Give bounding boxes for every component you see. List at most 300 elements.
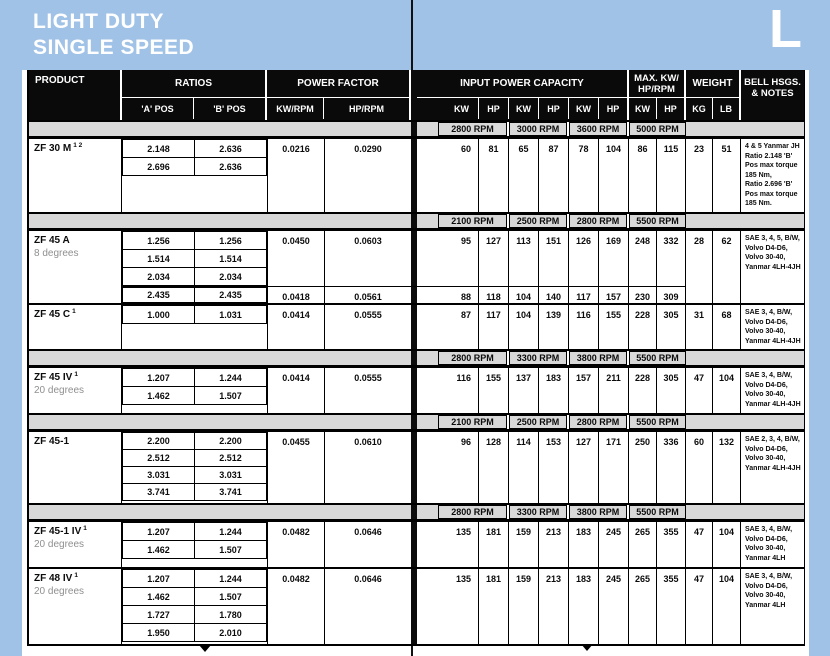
down-triangle-icon — [199, 645, 211, 652]
column-header-kw: KW — [509, 98, 539, 119]
ratio-column — [122, 569, 267, 644]
note-line: SAE 3, 4, 5, B/W, — [745, 235, 800, 242]
footnote-ref: 1 — [74, 572, 78, 579]
note-line: Yanmar 4LH-4JH — [745, 337, 801, 345]
notes-cell — [741, 522, 804, 567]
note-line: Yanmar 4LH-4JH — [745, 400, 801, 408]
ratio-row — [122, 623, 267, 642]
ratio-a-pos: 2.696 — [123, 158, 195, 175]
ratio-b-pos: 1.780 — [219, 609, 242, 620]
column-header-kw: KW — [569, 98, 599, 119]
product-cell — [29, 368, 122, 413]
column-header-hp: HP — [539, 98, 569, 119]
ratio-row — [122, 267, 267, 286]
ratio-a-pos: 1.950 — [123, 624, 195, 641]
rpm-band-label: 2800 RPM — [569, 214, 627, 228]
product-name: ZF 45 IV $^1$ — [34, 371, 78, 383]
note-line: Volvo 30-40, — [745, 328, 786, 335]
column-header-hp: HP — [664, 103, 677, 114]
spec-table — [27, 70, 805, 646]
max-hp-value: 305 — [657, 305, 686, 349]
power-value: 116 — [417, 368, 479, 413]
ratio-b-pos: 1.507 — [219, 591, 242, 602]
down-triangle-icon — [581, 644, 593, 651]
note-line: Volvo D4-D6, — [745, 582, 788, 590]
weight-kg: 47 — [686, 368, 713, 413]
ratio-row — [122, 231, 267, 250]
weight-lb: 104 — [713, 569, 741, 644]
footnote-ref: 1 — [83, 525, 87, 532]
footnote-ref: 1 — [74, 371, 78, 378]
band-left-spacer — [29, 214, 411, 228]
ratio-a-pos: 1.462 — [123, 541, 195, 558]
rpm-band-row — [29, 503, 804, 520]
rpm-band-label: 5000 RPM — [629, 122, 686, 136]
power-value: 126 — [569, 231, 599, 286]
note-line: Volvo D4-D6, — [745, 381, 788, 389]
band-gap — [417, 351, 438, 365]
note-line: SAE 3, 4, B/W, — [745, 372, 793, 379]
product-section — [29, 520, 804, 567]
power-factor-kw: 0.0455 — [267, 432, 324, 503]
power-value: 87 — [539, 139, 569, 212]
ratio-row — [122, 483, 267, 501]
rpm-band-row — [29, 413, 804, 430]
band-gap — [417, 214, 438, 228]
note-line: Ratio 2.696 'B' — [745, 181, 793, 188]
ratio-row — [122, 139, 267, 158]
product-subtitle: 20 degrees — [34, 539, 85, 550]
ratio-a-pos: 2.200 — [123, 433, 195, 449]
note-line: Volvo 30-40, — [745, 592, 786, 599]
max-kw-value: 86 — [629, 139, 657, 212]
weight-kg: 47 — [686, 569, 713, 644]
column-header-ratios: RATIOS — [122, 70, 265, 98]
power-value: 118 — [479, 287, 509, 303]
power-value: 117 — [569, 287, 599, 303]
ratio-b-pos: 2.512 — [219, 453, 242, 463]
product-section — [29, 229, 804, 303]
bands-stack — [122, 305, 686, 349]
ratio-a-pos: 1.207 — [123, 523, 195, 540]
power-factor-hp: 0.0290 — [324, 139, 411, 212]
rpm-band-label: 2800 RPM — [438, 122, 507, 136]
power-value: 95 — [417, 231, 479, 286]
column-header-power-factor: POWER FACTOR — [267, 70, 409, 98]
power-factor-hp: 0.0646 — [324, 522, 411, 567]
column-header-bell-line2: & NOTES — [751, 88, 794, 99]
rpm-band-label: 2500 RPM — [509, 214, 567, 228]
rpm-band-label: 3000 RPM — [509, 122, 567, 136]
ratio-column — [122, 522, 267, 567]
note-line: Volvo D4-D6, — [745, 535, 788, 543]
column-header-input-power: INPUT POWER CAPACITY — [417, 70, 627, 98]
note-line: Pos max torque — [745, 162, 798, 169]
note-line: Volvo D4-D6, — [745, 445, 788, 453]
note-line: 185 Nm, — [745, 171, 772, 179]
rpm-band-label: 5500 RPM — [629, 351, 686, 365]
note-line: SAE 3, 4, B/W, — [745, 526, 793, 533]
notes-cell — [741, 231, 804, 303]
weight-lb: 132 — [713, 432, 741, 503]
power-value: 140 — [539, 287, 569, 303]
power-value: 135 — [417, 522, 479, 567]
ratio-b-pos: 1.256 — [219, 235, 242, 246]
power-value: 81 — [479, 139, 509, 212]
power-value: 137 — [509, 368, 539, 413]
ratio-a-pos: 2.435 — [123, 288, 195, 302]
column-header-kg: KG — [686, 98, 713, 119]
band-right-spacer — [686, 351, 804, 365]
column-header-kw-rpm: KW/RPM — [267, 98, 324, 119]
rpm-band-label: 5500 RPM — [629, 214, 686, 228]
band-right-spacer — [686, 122, 804, 136]
ratio-a-pos: 1.462 — [123, 387, 195, 404]
table-body — [29, 120, 804, 644]
ratio-a-pos: 3.741 — [123, 484, 195, 500]
max-hp-value: 355 — [657, 569, 686, 644]
power-value: 213 — [539, 569, 569, 644]
rpm-band-row — [29, 120, 804, 137]
footnote-ref: 1 — [72, 308, 76, 315]
power-value: 155 — [599, 305, 629, 349]
power-factor-hp: 0.0555 — [324, 305, 411, 349]
ratio-b-pos: 1.507 — [219, 544, 242, 555]
max-hp-value: 355 — [657, 522, 686, 567]
product-section — [29, 430, 804, 503]
column-header-max-line1: MAX. KW/ — [634, 73, 679, 84]
ratio-b-pos: 3.741 — [219, 487, 242, 497]
ratio-b-pos: 1.507 — [219, 390, 242, 401]
data-band-row — [122, 368, 686, 413]
product-cell — [29, 522, 122, 567]
ratio-b-pos: 1.514 — [219, 253, 242, 264]
ratio-row — [122, 157, 267, 176]
rpm-band-row — [29, 349, 804, 366]
ratio-row — [122, 386, 267, 405]
data-band-row — [122, 139, 686, 212]
power-value: 104 — [509, 287, 539, 303]
ratio-row — [122, 587, 267, 606]
weight-lb: 62 — [713, 231, 741, 303]
power-value: 183 — [569, 569, 599, 644]
note-line: Yanmar 4LH-4JH — [745, 263, 801, 271]
ratio-row — [122, 449, 267, 467]
max-hp-value: 336 — [657, 432, 686, 503]
bands-stack — [122, 139, 686, 212]
band-left-spacer — [29, 415, 411, 429]
ratio-row — [122, 522, 267, 541]
power-value: 181 — [479, 522, 509, 567]
weight-kg: 31 — [686, 305, 713, 349]
ratio-b-pos: 2.636 — [219, 161, 242, 172]
power-value: 183 — [569, 522, 599, 567]
product-section — [29, 366, 804, 413]
rpm-band-label: 5500 RPM — [629, 415, 686, 429]
page-title-line2: SINGLE SPEED — [33, 36, 195, 59]
ratio-column — [122, 305, 267, 349]
column-header-max — [629, 70, 684, 98]
column-header-kw: KW — [629, 98, 657, 119]
ratio-b-pos: 3.031 — [219, 470, 242, 480]
column-group-power-factor — [267, 70, 411, 120]
product-subtitle: 8 degrees — [34, 248, 79, 259]
power-value: 88 — [417, 287, 479, 303]
note-line: Yanmar 4LH-4JH — [745, 464, 801, 472]
footnote-ref: 1 2 — [73, 142, 83, 149]
power-value: 183 — [539, 368, 569, 413]
product-cell — [29, 231, 122, 303]
note-line: Volvo 30-40, — [745, 254, 786, 261]
product-name: ZF 45 C $^1$ — [34, 308, 76, 320]
power-value: 135 — [417, 569, 479, 644]
ratio-column — [122, 432, 267, 503]
note-line: Yanmar 4LH — [745, 554, 786, 562]
page-title — [33, 9, 194, 61]
power-factor-kw: 0.0418 — [267, 287, 324, 303]
weight-lb: 104 — [713, 368, 741, 413]
power-value: 127 — [569, 432, 599, 503]
max-hp-value: 332 — [657, 231, 686, 286]
band-right-spacer — [686, 214, 804, 228]
data-band-row — [122, 432, 686, 503]
ratio-b-pos: 2.435 — [219, 290, 242, 300]
ratio-column — [122, 368, 267, 413]
ratio-a-pos: 1.462 — [123, 588, 195, 605]
band-left-spacer — [29, 122, 411, 136]
ratio-b-pos: 2.200 — [219, 436, 242, 446]
weight-kg: 60 — [686, 432, 713, 503]
data-band-row — [122, 305, 686, 349]
note-line: 4 & 5 Yanmar JH — [745, 143, 800, 150]
power-value: 157 — [599, 287, 629, 303]
ratio-a-pos: 1.207 — [123, 570, 195, 587]
column-group-max — [629, 70, 686, 120]
rpm-band-label: 2800 RPM — [569, 415, 627, 429]
rpm-band-label: 3300 RPM — [509, 351, 567, 365]
product-name: ZF 30 M $^{1 2}$ — [34, 142, 83, 154]
power-value: 181 — [479, 569, 509, 644]
band-gap — [417, 415, 438, 429]
product-section — [29, 303, 804, 349]
power-value: 127 — [479, 231, 509, 286]
max-hp-value: 305 — [657, 368, 686, 413]
note-line: Yanmar 4LH — [745, 601, 786, 609]
band-gap — [417, 505, 438, 519]
product-section — [29, 567, 804, 644]
power-value: 151 — [539, 231, 569, 286]
product-name: ZF 45 A — [34, 235, 70, 246]
power-factor-hp: 0.0561 — [324, 287, 411, 303]
column-header-kw: KW — [417, 98, 479, 119]
ratio-b-pos: 1.244 — [219, 372, 242, 383]
max-kw-value: 228 — [629, 305, 657, 349]
ratio-a-pos: 1.514 — [123, 250, 195, 267]
band-right-spacer — [686, 505, 804, 519]
ratio-b-pos: 1.244 — [219, 573, 242, 584]
power-factor-kw: 0.0414 — [267, 305, 324, 349]
power-value: 104 — [599, 139, 629, 212]
power-value: 60 — [417, 139, 479, 212]
column-header-lb: LB — [720, 103, 732, 114]
product-cell — [29, 305, 122, 349]
power-factor-kw: 0.0482 — [267, 522, 324, 567]
rpm-band-label: 3600 RPM — [569, 122, 627, 136]
notes-cell — [741, 368, 804, 413]
ratio-row — [122, 305, 267, 324]
column-header-hp: HP — [479, 98, 509, 119]
ratio-row — [122, 605, 267, 624]
data-band-row — [122, 231, 686, 286]
max-kw-value: 265 — [629, 522, 657, 567]
column-header-weight: WEIGHT — [686, 70, 739, 98]
ratio-a-pos: 2.512 — [123, 450, 195, 466]
ratio-a-pos: 1.207 — [123, 369, 195, 386]
power-value: 116 — [569, 305, 599, 349]
weight-kg: 28 — [686, 231, 713, 303]
ratio-column — [122, 231, 267, 286]
weight-lb: 68 — [713, 305, 741, 349]
ratio-row — [122, 368, 267, 387]
note-line: Ratio 2.148 'B' — [745, 152, 793, 160]
notes-cell — [741, 569, 804, 644]
band-left-spacer — [29, 505, 411, 519]
column-header-bell-housings — [741, 70, 804, 120]
ratio-row — [122, 249, 267, 268]
ratio-b-pos: 1.244 — [219, 526, 242, 537]
power-value: 78 — [569, 139, 599, 212]
power-value: 157 — [569, 368, 599, 413]
rpm-band-label: 3800 RPM — [569, 505, 627, 519]
power-factor-hp: 0.0603 — [324, 231, 411, 286]
bands-stack — [122, 522, 686, 567]
note-line: Volvo 30-40, — [745, 455, 786, 462]
column-header-max-line2: HP/RPM — [638, 84, 675, 95]
ratio-a-pos: 3.031 — [123, 467, 195, 483]
ratio-a-pos: 2.034 — [123, 268, 195, 285]
power-value: 113 — [509, 231, 539, 286]
note-line: SAE 2, 3, 4, B/W, — [745, 436, 800, 443]
rpm-band-label: 2100 RPM — [438, 415, 507, 429]
power-factor-kw: 0.0414 — [267, 368, 324, 413]
rpm-band-label: 5500 RPM — [629, 505, 686, 519]
product-cell — [29, 432, 122, 503]
power-value: 139 — [539, 305, 569, 349]
ratio-row — [122, 466, 267, 484]
ratio-a-pos: 1.727 — [123, 606, 195, 623]
power-factor-hp: 0.0646 — [324, 569, 411, 644]
product-cell — [29, 569, 122, 644]
bands-stack — [122, 569, 686, 644]
rpm-band-label: 2100 RPM — [438, 214, 507, 228]
power-value: 128 — [479, 432, 509, 503]
power-value: 114 — [509, 432, 539, 503]
product-subtitle: 20 degrees — [34, 385, 85, 396]
data-band-row — [122, 569, 686, 644]
note-line: Volvo 30-40, — [745, 545, 786, 552]
notes-cell — [741, 432, 804, 503]
bands-stack — [122, 368, 686, 413]
ratio-b-pos: 2.034 — [219, 271, 242, 282]
rpm-band-label: 3300 RPM — [509, 505, 567, 519]
power-value: 117 — [479, 305, 509, 349]
ratio-row — [122, 540, 267, 559]
ratio-b-pos: 2.636 — [219, 143, 242, 154]
weight-kg: 47 — [686, 522, 713, 567]
rpm-band-label: 2800 RPM — [438, 505, 507, 519]
data-band-row — [122, 286, 686, 303]
power-value: 213 — [539, 522, 569, 567]
column-header-a-pos: 'A' POS — [122, 98, 194, 119]
power-factor-kw: 0.0216 — [267, 139, 324, 212]
product-name: ZF 45-1 IV $^1$ — [34, 525, 87, 537]
max-kw-value: 265 — [629, 569, 657, 644]
column-header-product: PRODUCT — [29, 70, 122, 120]
power-value: 159 — [509, 569, 539, 644]
rpm-band-label: 3800 RPM — [569, 351, 627, 365]
ratio-a-pos: 1.256 — [123, 232, 195, 249]
column-header-hp: HP — [606, 103, 620, 114]
page-title-line1: LIGHT DUTY — [33, 10, 164, 33]
band-gap — [417, 122, 438, 136]
ratio-column — [122, 139, 267, 212]
band-right-spacer — [686, 415, 804, 429]
notes-cell — [741, 139, 804, 212]
column-group-input-power — [417, 70, 629, 120]
table-header — [29, 70, 804, 120]
max-kw-value: 248 — [629, 231, 657, 286]
power-value: 104 — [509, 305, 539, 349]
bands-stack — [122, 432, 686, 503]
data-band-row — [122, 522, 686, 567]
product-cell — [29, 139, 122, 212]
weight-kg: 23 — [686, 139, 713, 212]
power-factor-hp: 0.0610 — [324, 432, 411, 503]
note-line: Volvo D4-D6, — [745, 318, 788, 326]
note-line: Volvo 30-40, — [745, 391, 786, 398]
power-value: 155 — [479, 368, 509, 413]
weight-lb: 51 — [713, 139, 741, 212]
note-line: Pos max torque — [745, 190, 798, 198]
power-factor-hp: 0.0555 — [324, 368, 411, 413]
column-header-b-pos: 'B' POS — [213, 103, 246, 114]
ratio-row — [122, 287, 267, 303]
bands-stack — [122, 231, 686, 303]
power-value: 169 — [599, 231, 629, 286]
note-line: Volvo D4-D6, — [745, 244, 788, 252]
power-value: 153 — [539, 432, 569, 503]
notes-cell — [741, 305, 804, 349]
column-header-bell-line1: BELL HSGS. — [744, 77, 801, 88]
max-hp-value: 115 — [657, 139, 686, 212]
max-hp-value: 309 — [657, 287, 686, 303]
section-letter: L — [769, 0, 802, 59]
max-kw-value: 250 — [629, 432, 657, 503]
power-factor-kw: 0.0482 — [267, 569, 324, 644]
ratio-row — [122, 432, 267, 450]
rpm-band-label: 2500 RPM — [509, 415, 567, 429]
power-factor-kw: 0.0450 — [267, 231, 324, 286]
product-section — [29, 137, 804, 212]
power-value: 96 — [417, 432, 479, 503]
power-value: 171 — [599, 432, 629, 503]
power-value: 159 — [509, 522, 539, 567]
power-value: 245 — [599, 522, 629, 567]
ratio-b-pos: 2.010 — [219, 627, 242, 638]
max-kw-value: 228 — [629, 368, 657, 413]
note-line: SAE 3, 4, B/W, — [745, 309, 793, 316]
ratio-column — [122, 287, 267, 303]
